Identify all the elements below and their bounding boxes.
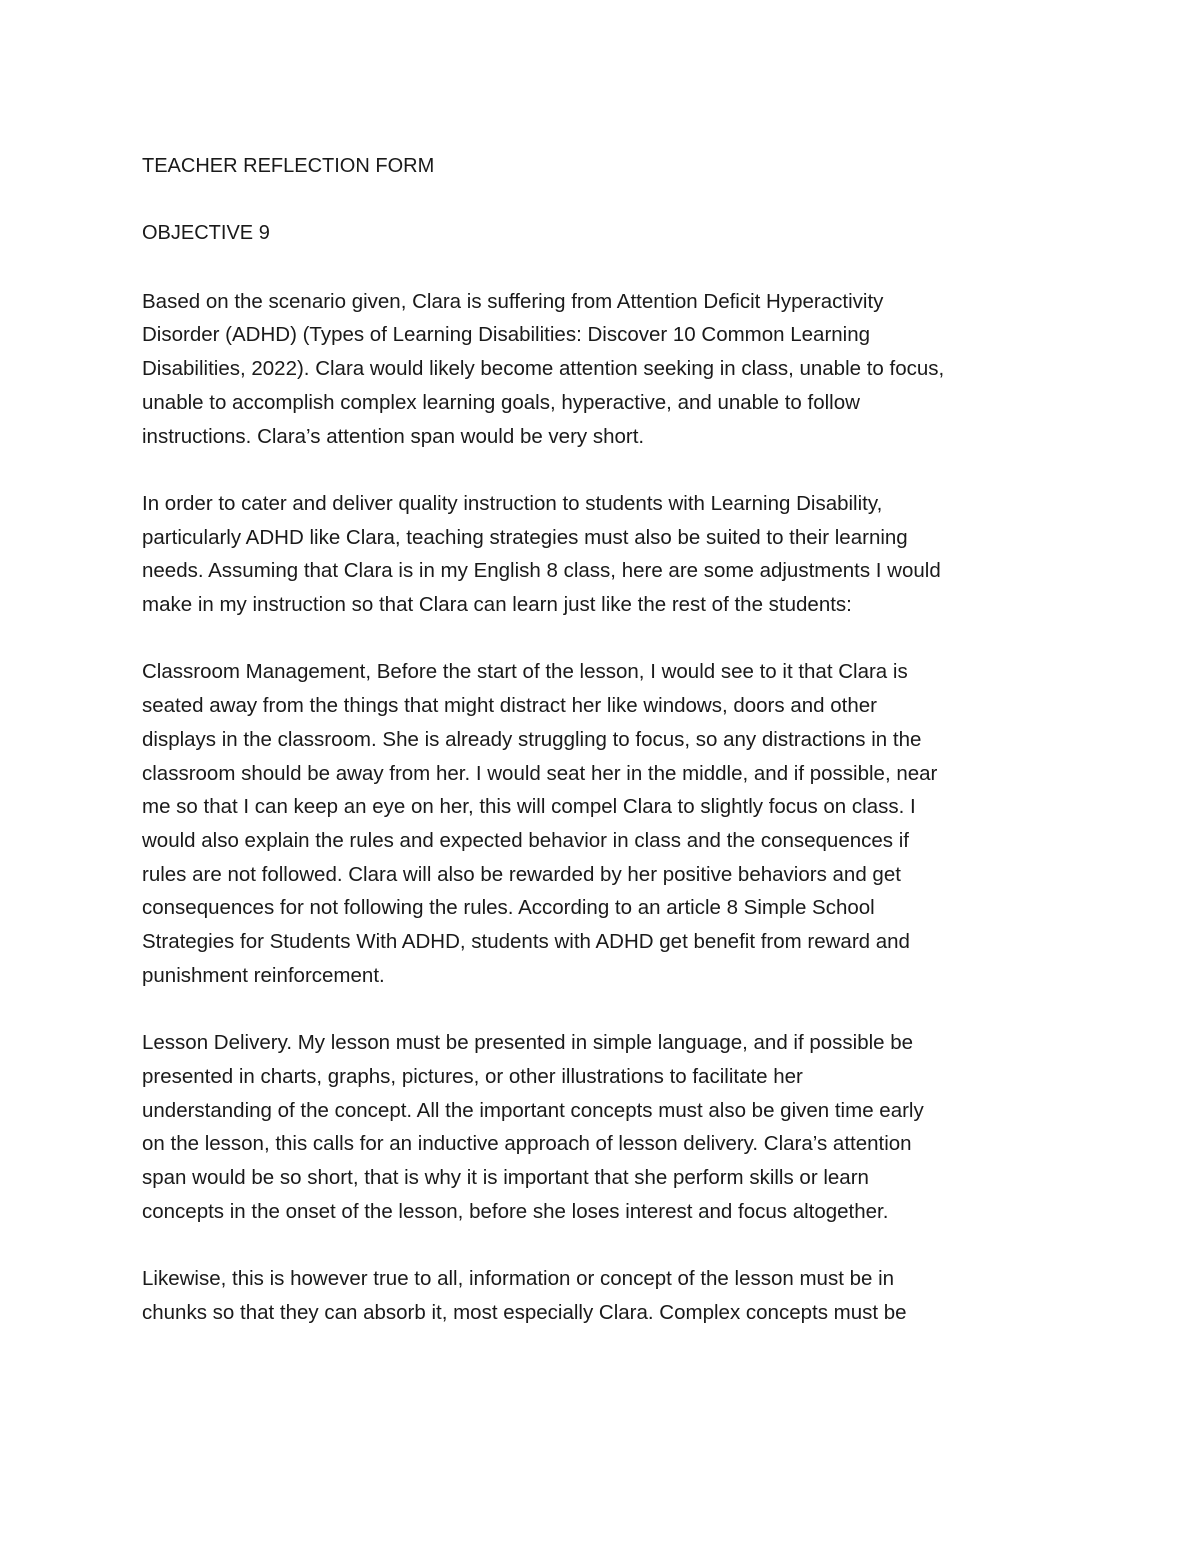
- paragraph-diagnosis: [142, 285, 1042, 454]
- paragraph-line: Classroom Management, Before the start of the lesson, I would see to it that Clara is: [142, 660, 908, 684]
- paragraph-line: Based on the scenario given, Clara is suffering from Attention Deficit Hyperactivity: [142, 289, 884, 313]
- paragraph-line: Disorder (ADHD) (Types of Learning Disabilities: Discover 10 Common Learning: [142, 323, 871, 347]
- form-title: TEACHER REFLECTION FORM: [142, 155, 435, 177]
- paragraph-line: In order to cater and deliver quality instruction to students with Learning Disability,: [142, 491, 883, 515]
- document-body: [142, 150, 1042, 1330]
- spacer: [142, 453, 1042, 487]
- spacer: [142, 184, 1042, 218]
- paragraph-lesson-delivery: [142, 1026, 1042, 1228]
- paragraph-line: concepts in the onset of the lesson, before she loses interest and focus altogether.: [142, 1199, 889, 1223]
- paragraph-line: make in my instruction so that Clara can learn just like the rest of the students:: [142, 593, 852, 617]
- spacer: [142, 622, 1042, 656]
- paragraph-line: on the lesson, this calls for an inductive approach of lesson delivery. Clara’s attention: [142, 1132, 912, 1156]
- spacer: [142, 993, 1042, 1027]
- paragraph-line: displays in the classroom. She is already struggling to focus, so any distractions in the: [142, 727, 922, 751]
- objective-heading: OBJECTIVE 9: [142, 222, 270, 245]
- spacer: [142, 251, 1042, 285]
- paragraph-line: would also explain the rules and expected behavior in class and the consequences if: [142, 829, 909, 852]
- paragraph-line: rules are not followed. Clara will also be rewarded by her positive behaviors and get: [142, 862, 901, 886]
- paragraph-classroom-management: [142, 655, 1042, 992]
- paragraph-line: seated away from the things that might distract her like windows, doors and other: [142, 694, 877, 718]
- paragraph-line: chunks so that they can absorb it, most especially Clara. Complex concepts must be: [142, 1300, 907, 1324]
- paragraph-line: Strategies for Students With ADHD, students with ADHD get benefit from reward and: [142, 930, 910, 954]
- paragraph-line: needs. Assuming that Clara is in my English 8 class, here are some adjustments I would: [142, 559, 941, 583]
- paragraph-line: me so that I can keep an eye on her, this will compel Clara to slightly focus on class. I: [142, 795, 916, 819]
- paragraph-line: unable to accomplish complex learning goals, hyperactive, and unable to follow: [142, 390, 860, 414]
- paragraph-line: Likewise, this is however true to all, information or concept of the lesson must be in: [142, 1267, 895, 1291]
- paragraph-chunking: [142, 1262, 1042, 1329]
- paragraph-line: instructions. Clara’s attention span would be very short.: [142, 424, 645, 448]
- paragraph-line: presented in charts, graphs, pictures, or other illustrations to facilitate her: [142, 1064, 803, 1088]
- paragraph-line: consequences for not following the rules. According to an article 8 Simple School: [142, 896, 875, 920]
- paragraph-line: span would be so short, that is why it is important that she perform skills or learn: [142, 1166, 869, 1190]
- paragraph-line: understanding of the concept. All the important concepts must also be given time early: [142, 1098, 924, 1122]
- spacer: [142, 1228, 1042, 1262]
- paragraph-line: Lesson Delivery. My lesson must be presented in simple language, and if possible be: [142, 1031, 914, 1055]
- paragraph-line: punishment reinforcement.: [142, 963, 385, 987]
- paragraph-line: Disabilities, 2022). Clara would likely become attention seeking in class, unable to focus,: [142, 357, 945, 381]
- paragraph-line: particularly ADHD like Clara, teaching strategies must also be suited to their learning: [142, 525, 908, 549]
- paragraph-line: classroom should be away from her. I would seat her in the middle, and if possible, near: [142, 761, 938, 785]
- paragraph-strategies: [142, 487, 1042, 622]
